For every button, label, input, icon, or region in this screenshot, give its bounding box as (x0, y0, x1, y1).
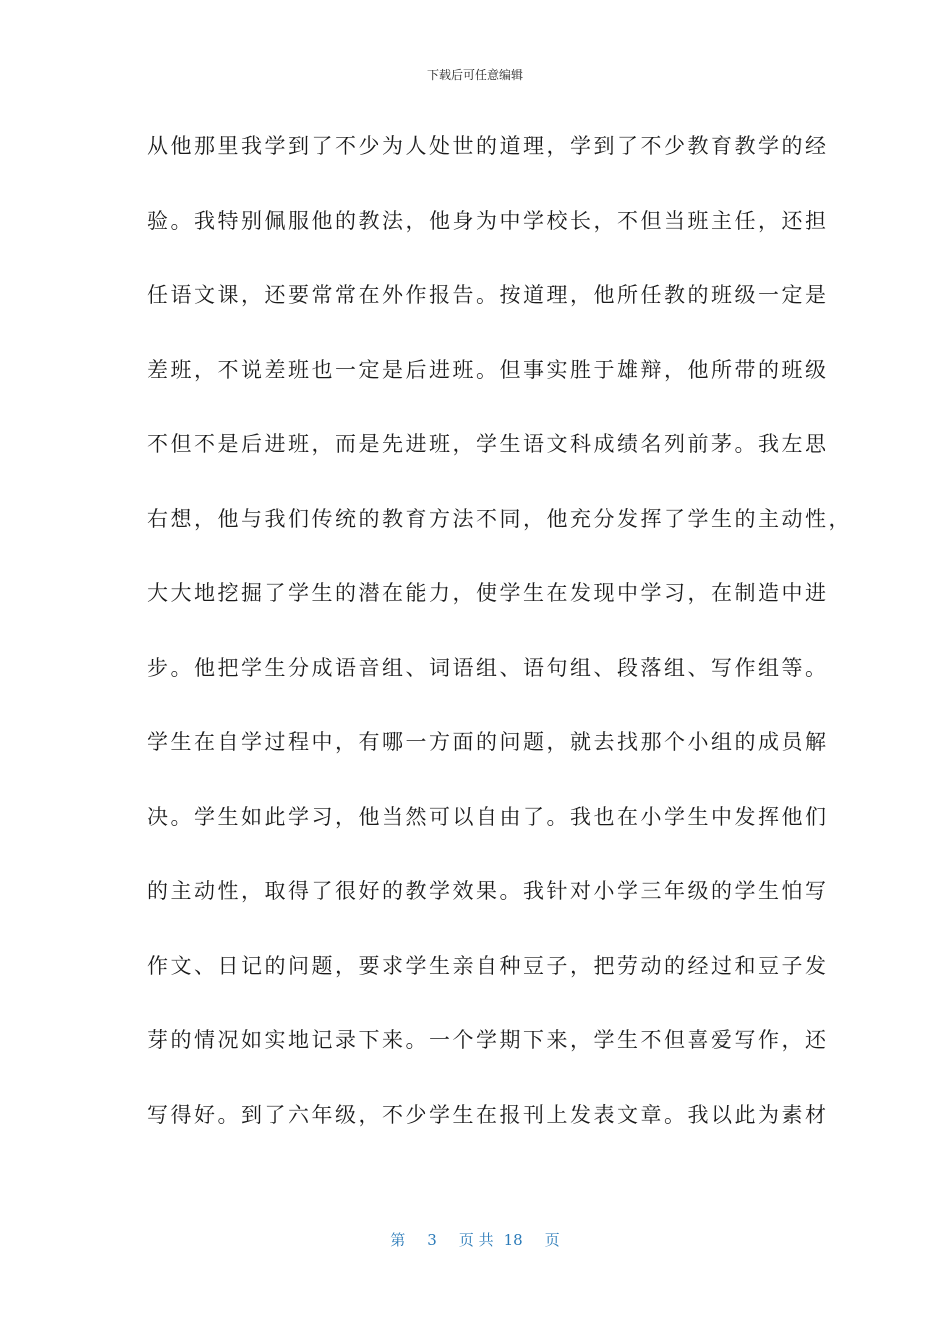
text-line: 右想，他与我们传统的教育方法不同，他充分发挥了学生的主动性， (147, 506, 852, 531)
page-header: 下载后可任意编辑 (426, 68, 523, 82)
text-line: 学生在自学过程中，有哪一方面的问题，就去找那个小组的成员解 (147, 730, 829, 754)
footer-prefix: 第 (390, 1231, 406, 1249)
text-line: 决。学生如此学习，他当然可以自由了。我也在小学生中发挥他们 (147, 804, 829, 829)
total-pages-number: 18 (503, 1231, 523, 1249)
text-line: 差班，不说差班也一定是后进班。但事实胜于雄辩，他所带的班级 (147, 357, 829, 382)
page-footer (0, 1229, 950, 1250)
text-line: 的主动性，取得了很好的教学效果。我针对小学三年级的学生怕写 (147, 879, 829, 903)
text-line: 任语文课，还要常常在外作报告。按道理，他所任教的班级一定是 (147, 283, 829, 307)
current-page-number: 3 (427, 1231, 437, 1249)
text-line: 步。他把学生分成语音组、词语组、语句组、段落组、写作组等。 (147, 655, 829, 680)
text-line: 大大地挖掘了学生的潜在能力，使学生在发现中学习，在制造中进 (147, 581, 829, 605)
footer-suffix: 页 (544, 1231, 560, 1249)
footer-middle: 页 共 (458, 1231, 494, 1249)
text-line: 芽的情况如实地记录下来。一个学期下来，学生不但喜爱写作，还 (147, 1028, 829, 1052)
text-line: 从他那里我学到了不少为人处世的道理，学到了不少教育教学的经 (147, 134, 829, 158)
text-line: 验。我特别佩服他的教法，他身为中学校长，不但当班主任，还担 (147, 208, 829, 233)
text-line: 作文、日记的问题，要求学生亲自种豆子，把劳动的经过和豆子发 (147, 953, 829, 978)
body-text (147, 126, 852, 1169)
text-line: 不但不是后进班，而是先进班，学生语文科成绩名列前茅。我左思 (147, 432, 829, 456)
text-line: 写得好。到了六年级，不少学生在报刊上发表文章。我以此为素材 (147, 1102, 829, 1127)
